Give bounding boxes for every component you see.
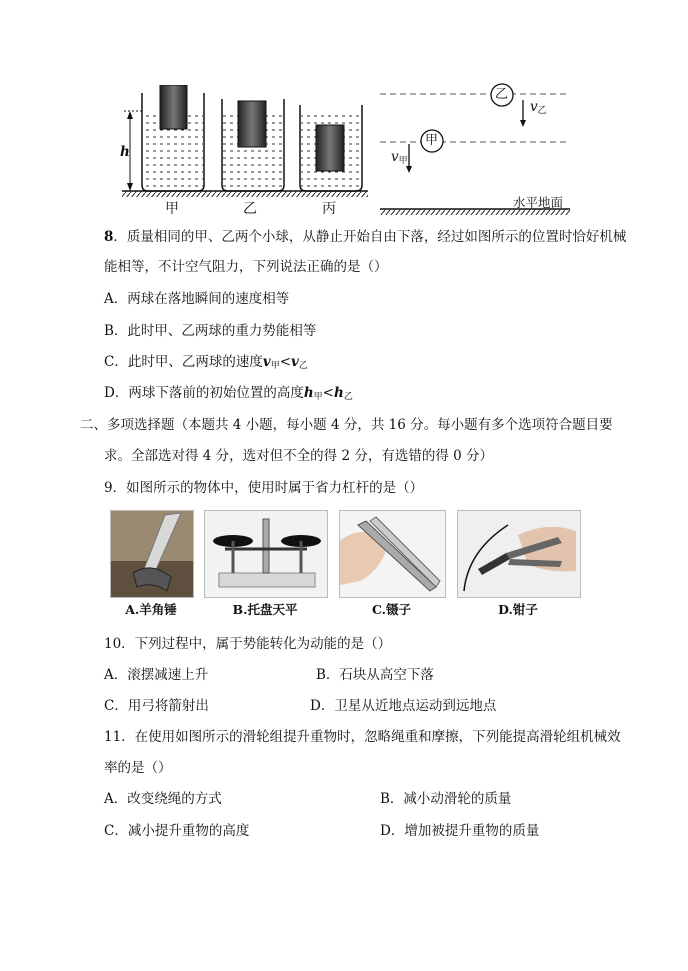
photo-tweezers [339,510,446,598]
block-bing [316,125,344,171]
q8-line2: 能相等，不计空气阻力，下列说法正确的是（） [104,259,388,275]
v-jia-label: $v_甲$ [391,149,408,166]
ball-yi-label: 乙 [495,87,509,102]
q10-stem: 10．下列过程中，属于势能转化为动能的是（） [104,636,392,652]
q11-option-a: A．改变绕绳的方式 [104,791,222,807]
q8-option-d: D．两球下落前的初始位置的高度$h_甲<h_乙$ [104,385,353,402]
label-yi: 乙 [243,201,257,217]
section2-line1: 二、多项选择题（本题共 4 小题，每小题 4 分，共 16 分。每小题有多个选项符合题目要 [80,417,613,433]
section2-line2: 求。全部选对得 4 分，选对但不全的得 2 分，有选错的得 0 分） [104,448,494,464]
photo-pliers [457,510,581,598]
q8-option-a: A．两球在落地瞬间的速度相等 [104,291,290,307]
q11-option-b: B．减小动滑轮的质量 [380,791,512,807]
q10-option-c: C．用弓将箭射出 [104,698,209,714]
q11-option-c: C．减小提升重物的高度 [104,823,250,839]
q8-line1: 8．质量相同的甲、乙两个小球，从静止开始自由下落，经过如图所示的位置时恰好机械 [104,229,627,245]
label-bing: 丙 [322,201,336,217]
q11-line1: 11．在使用如图所示的滑轮组提升重物时，忽略绳重和摩擦，下列能提高滑轮组机械效 [104,729,621,745]
block-yi [238,101,266,147]
q10-option-a: A．滚摆减速上升 [104,667,209,683]
q9-caption-a: A.羊角锤 [125,602,177,617]
v-yi-label: $v_乙$ [530,99,547,116]
label-jia: 甲 [165,201,179,217]
q9-stem: 9．如图所示的物体中，使用时属于省力杠杆的是（） [104,480,424,496]
q10-option-d: D．卫星从近地点运动到远地点 [310,698,497,714]
photo-balance-scale [204,510,328,598]
q8-option-b: B．此时甲、乙两球的重力势能相等 [104,323,317,339]
block-jia [160,85,187,129]
q9-caption-d: D.钳子 [498,602,538,617]
q8-option-c: C．此时甲、乙两球的速度$v_甲<v_乙$ [104,354,308,371]
photo-claw-hammer [110,510,194,598]
q9-caption-c: C.镊子 [371,602,412,617]
label-h: h [120,144,130,160]
ground-label: 水平地面 [513,195,564,210]
q11-option-d: D．增加被提升重物的质量 [380,823,540,839]
q9-caption-b: B.托盘天平 [232,602,298,617]
ball-jia-label: 甲 [425,133,439,148]
q10-option-b: B．石块从高空下落 [316,667,434,683]
q11-line2: 率的是（） [104,760,172,776]
